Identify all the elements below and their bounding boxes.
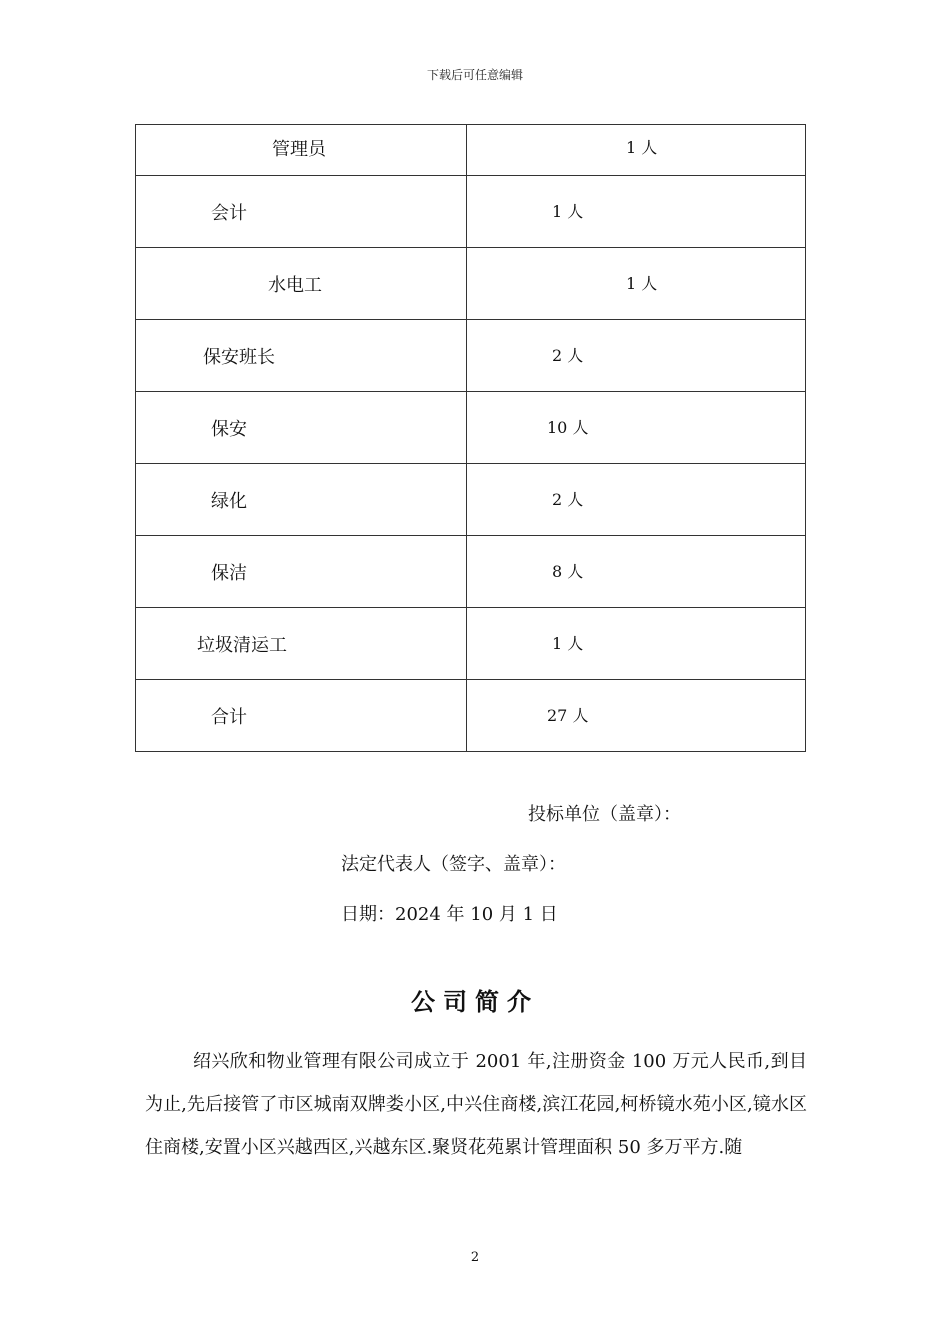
intro-paragraph: 绍兴欣和物业管理有限公司成立于 2001 年,注册资金 100 万元人民币,到目为止,先后接管了市区城南双牌娄小区,中兴住商楼,滨江花园,柯桥镜水苑小区,镜水区住商楼,安置小区兴越西区,兴越东区.聚贤花苑累计管理面积 50 多万平方.随	[145, 1051, 807, 1158]
table-row	[136, 248, 806, 320]
role-label: 保安班长	[203, 347, 275, 368]
role-cell	[136, 536, 467, 608]
count-cell	[467, 320, 806, 392]
count-value: 8 人	[552, 562, 584, 581]
count-value: 2 人	[552, 490, 584, 509]
header-note: 下载后可任意编辑	[426, 68, 523, 82]
role-label: 保洁	[211, 563, 247, 584]
role-cell	[136, 176, 467, 248]
role-cell	[136, 125, 467, 176]
count-value: 10 人	[547, 418, 589, 437]
role-label: 保安	[211, 419, 247, 440]
count-value: 27 人	[547, 706, 589, 725]
count-cell	[467, 125, 806, 176]
role-cell	[136, 320, 467, 392]
page-number: 2	[470, 1250, 480, 1265]
table-row	[136, 464, 806, 536]
role-cell	[136, 464, 467, 536]
count-cell	[467, 248, 806, 320]
count-value: 1 人	[626, 138, 658, 157]
role-cell	[136, 608, 467, 680]
count-value: 1 人	[552, 202, 584, 221]
role-label: 会计	[211, 203, 247, 224]
role-label: 绿化	[211, 491, 247, 512]
table-row	[136, 320, 806, 392]
legal-rep-line: 法定代表人（签字、盖章）：	[341, 854, 566, 875]
count-value: 1 人	[552, 634, 584, 653]
table-row	[136, 536, 806, 608]
role-label: 水电工	[268, 275, 322, 296]
count-cell	[467, 608, 806, 680]
table-row	[136, 680, 806, 752]
section-title: 公司简介	[411, 987, 539, 1016]
table-row	[136, 392, 806, 464]
count-cell	[467, 176, 806, 248]
table-row	[136, 125, 806, 176]
count-value: 1 人	[626, 274, 658, 293]
role-cell	[136, 680, 467, 752]
count-cell	[467, 536, 806, 608]
bidder-seal-line: 投标单位（盖章）：	[528, 804, 681, 825]
staff-table	[135, 124, 806, 752]
role-cell	[136, 392, 467, 464]
role-label: 合计	[211, 707, 247, 728]
role-cell	[136, 248, 467, 320]
count-cell	[467, 680, 806, 752]
role-label: 管理员	[272, 139, 326, 160]
count-cell	[467, 464, 806, 536]
role-label: 垃圾清运工	[197, 635, 287, 656]
table-row	[136, 608, 806, 680]
table-row	[136, 176, 806, 248]
count-value: 2 人	[552, 346, 584, 365]
date-line: 日期：2024 年 10 月 1 日	[341, 904, 558, 925]
count-cell	[467, 392, 806, 464]
